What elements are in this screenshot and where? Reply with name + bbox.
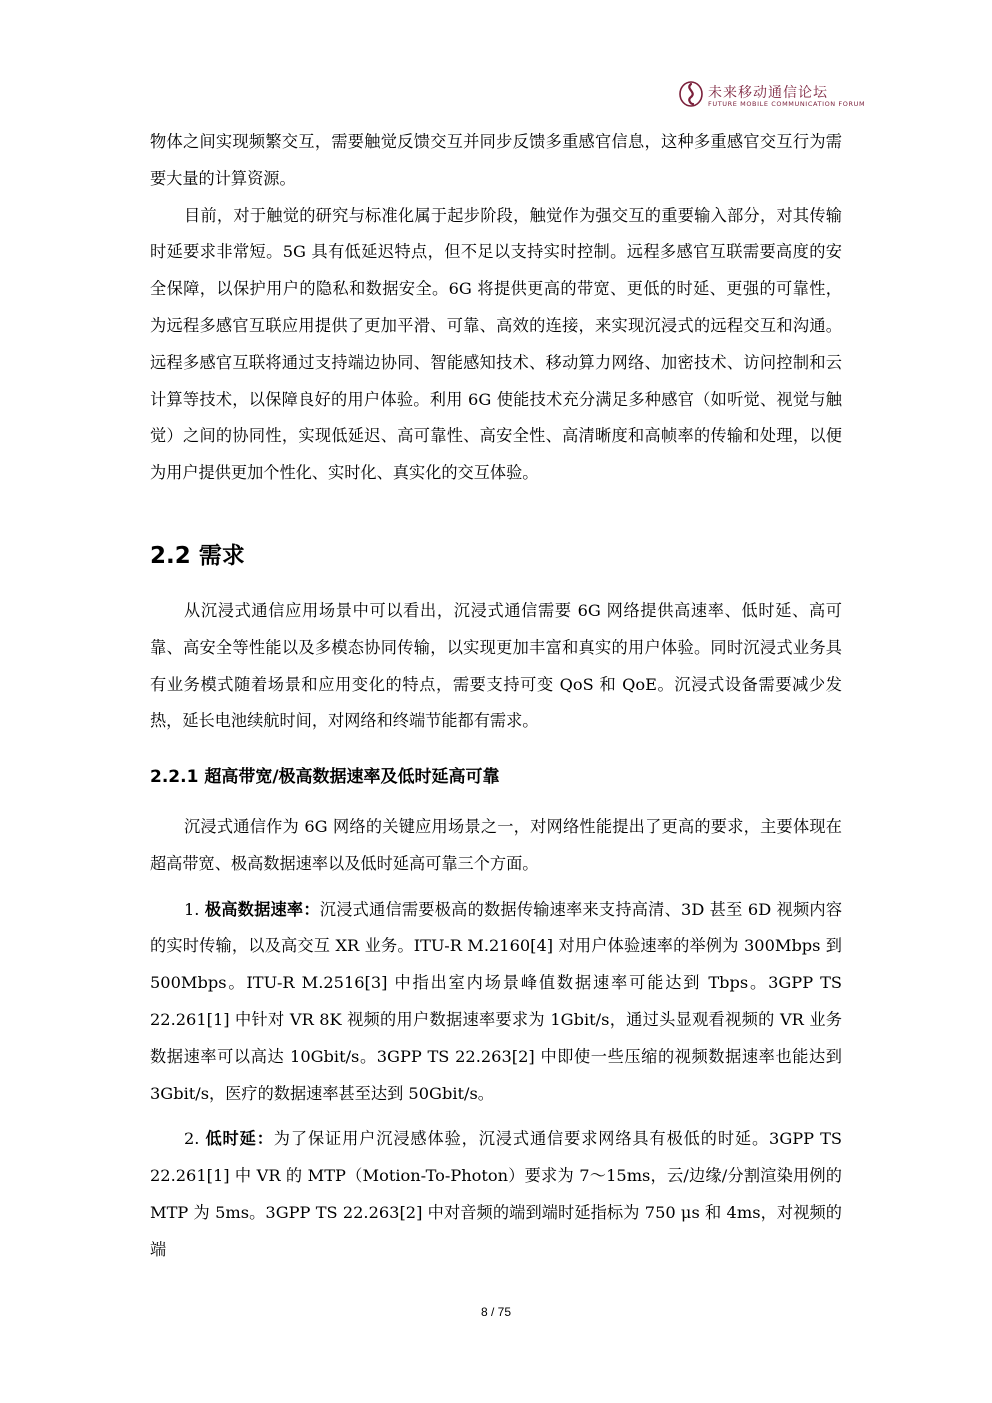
paragraph-continued: 物体之间实现频繁交互，需要触觉反馈交互并同步反馈多重感官信息，这种多重感官交互行为需要大量的计算资源。: [150, 132, 842, 188]
list-item-latency: [150, 1121, 842, 1268]
header-logo: [678, 78, 866, 112]
page-content-section: [150, 593, 842, 740]
list-item-number: 2.: [184, 1129, 206, 1149]
page-content-top: [150, 124, 842, 492]
page-number: 8 / 75: [480, 1305, 512, 1319]
logo-chinese-text: 未来移动通信论坛: [708, 85, 828, 101]
section-heading: 2.2 需求: [150, 543, 245, 569]
list-item-label: 低时延：: [205, 1129, 274, 1149]
list-item-text: 为了保证用户沉浸感体验，沉浸式通信要求网络具有极低的时延。3GPP TS 22.261[1] 中 VR 的 MTP（Motion-To-Photon）要求为 7～15ms，云/边缘/分割渲染用例的 MTP 为 5ms。3GPP TS 22.263[2] 中对音频的端到端时延指标为 750 μs 和 4ms，对视频的端: [150, 1129, 842, 1259]
paragraph-requirements: 从沉浸式通信应用场景中可以看出，沉浸式通信需要 6G 网络提供高速率、低时延、高可靠、高安全等性能以及多模态协同传输，以实现更加丰富和真实的用户体验。同时沉浸式业务具有业务模式随着场景和应用变化的特点，需要支持可变 QoS 和 QoE。沉浸式设备需要减少发热，延长电池续航时间，对网络和终端节能都有需求。: [150, 601, 842, 731]
list-item-data-rate: [150, 892, 842, 1113]
paragraph-current-status: 目前，对于触觉的研究与标准化属于起步阶段，触觉作为强交互的重要输入部分，对其传输时延要求非常短。5G 具有低延迟特点，但不足以支持实时控制。远程多感官互联需要高度的安全保障，以保护用户的隐私和数据安全。6G 将提供更高的带宽、更低的时延、更强的可靠性，为远程多感官互联应用提供了更加平滑、可靠、高效的连接，来实现沉浸式的远程交互和沟通。远程多感官互联将通过支持端边协同、智能感知技术、移动算力网络、加密技术、访问控制和云计算等技术，以保障良好的用户体验。利用 6G 使能技术充分满足多种感官（如听觉、视觉与触觉）之间的协同性，实现低延迟、高可靠性、高安全性、高清晰度和高帧率的传输和处理，以便为用户提供更加个性化、实时化、真实化的交互体验。: [150, 205, 842, 483]
paragraph-subsection-intro: 沉浸式通信作为 6G 网络的关键应用场景之一，对网络性能提出了更高的要求，主要体现在超高带宽、极高数据速率以及低时延高可靠三个方面。: [150, 817, 842, 873]
list-item-text: 沉浸式通信需要极高的数据传输速率来支持高清、3D 甚至 6D 视频内容的实时传输，以及高交互 XR 业务。ITU-R M.2160[4] 对用户体验速率的举例为 300Mbps 到 500Mbps。ITU-R M.2516[3] 中指出室内场景峰值数据速率可能达到 Tbps。3GPP TS 22.261[1] 中针对 VR 8K 视频的用户数据速率要求为 1Gbit/s，通过头显观看视频的 VR 业务数据速率可以高达 10Gbit/s。3GPP TS 22.263[2] 中即使一些压缩的视频数据速率也能达到 3Gbit/s，医疗的数据速率甚至达到 50Gbit/s。: [150, 899, 843, 1103]
forum-logo-icon: [678, 80, 704, 108]
list-item-label: 极高数据速率：: [204, 899, 320, 919]
list-item-number: 1.: [184, 899, 205, 919]
logo-english-text: FUTURE MOBILE COMMUNICATION FORUM: [708, 100, 866, 108]
subsection-heading: 2.2.1 超高带宽/极高数据速率及低时延高可靠: [150, 767, 500, 787]
page-content-subsection: [150, 809, 842, 1269]
